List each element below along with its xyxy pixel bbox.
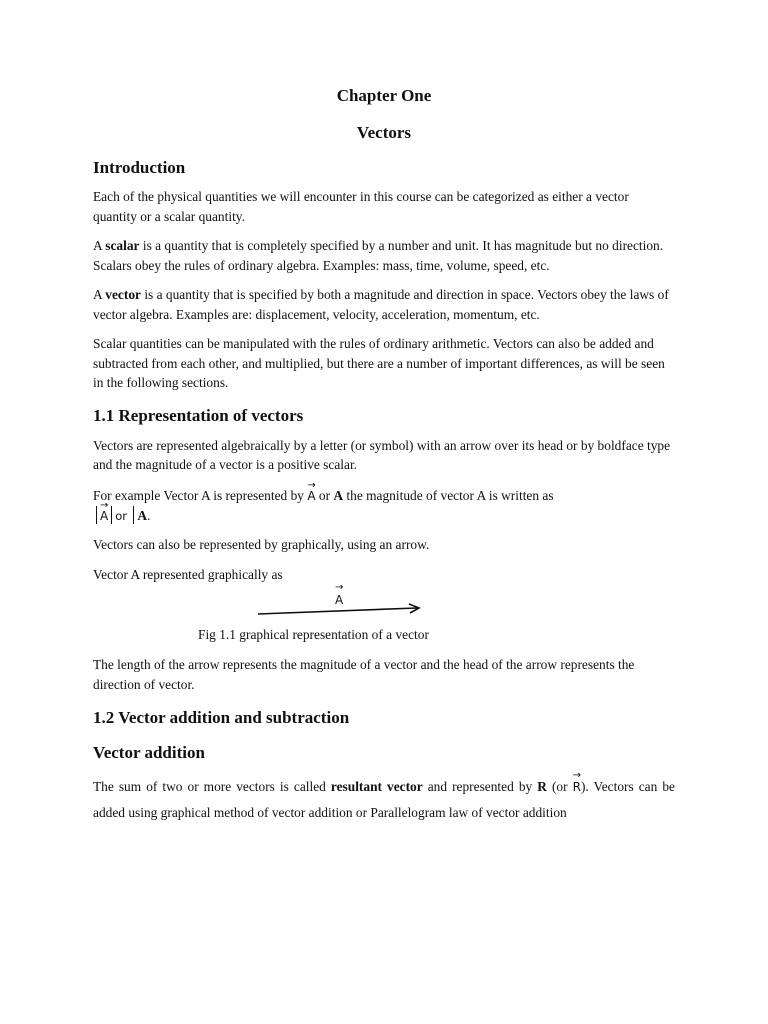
text-span: (or <box>546 779 573 794</box>
text-span: and represented by <box>422 779 538 794</box>
section-1-1-paragraph-2 <box>93 486 675 527</box>
text-span: is a quantity that is completely specified by a number and unit. It has magnitude but no direction. Scalars obey the rules of ordinary algebra. Examples: mass, time, volume, speed, etc. <box>93 238 664 273</box>
figure-vector-label: → A <box>335 593 343 607</box>
bold-term-vector: vector <box>105 287 141 302</box>
bold-vector-r: R <box>537 779 547 794</box>
text-span: For example Vector A is represented by <box>93 487 308 503</box>
text-span: A <box>93 287 106 302</box>
section-1-1-paragraph-5: The length of the arrow represents the magnitude of a vector and the head of the arrow represents the direction of vector. <box>93 657 635 692</box>
document-page <box>93 86 675 826</box>
vector-figure <box>93 585 675 625</box>
bold-vector-a: A <box>333 487 344 503</box>
vector-a-magnitude-symbol: → A <box>100 507 108 527</box>
vector-arrow-icon <box>257 603 427 617</box>
text-span: or <box>315 487 334 503</box>
magnitude-bar <box>96 506 97 524</box>
section-1-1-paragraph-1: Vectors are represented algebraically by a letter (or symbol) with an arrow over its head or by boldface type and the magnitude of a vector is a positive scalar. <box>93 437 671 472</box>
magnitude-bar <box>111 506 112 524</box>
vector-addition-paragraph <box>93 774 675 826</box>
text-span: is a quantity that is specified by both a magnitude and direction in space. Vectors obey the laws of vector algebra. Examples are: displacement, velocity, acceleration, momentum, etc. <box>93 287 669 322</box>
text-span: Vectors can be added using graphical method of vector addition or Parallelogram law of vector addition <box>93 779 675 820</box>
section-1-2-heading: 1.2 Vector addition and subtraction <box>93 708 350 727</box>
magnitude-bar <box>133 506 134 524</box>
bold-term-scalar: scalar <box>105 238 140 253</box>
text-span: the magnitude of vector A is written as <box>343 487 554 503</box>
chapter-subtitle: Vectors <box>356 123 412 142</box>
text-span: The sum of two or more vectors is called <box>93 779 331 794</box>
section-1-1-heading: 1.1 Representation of vectors <box>93 405 304 425</box>
text-span: . <box>147 508 151 523</box>
intro-heading: Introduction <box>93 158 186 177</box>
section-1-1-paragraph-4: Vector A represented graphically as <box>93 567 283 582</box>
intro-paragraph-3 <box>93 285 675 324</box>
vector-r-symbol: → R <box>573 774 581 800</box>
text-span: ). <box>580 779 589 794</box>
intro-paragraph-1: Each of the physical quantities we will encounter in this course can be categorized as either a vector quantity or a scalar quantity. <box>93 189 629 224</box>
bold-term-resultant: resultant vector <box>330 779 423 794</box>
section-1-1-paragraph-3: Vectors can also be represented by graphically, using an arrow. <box>93 536 430 552</box>
vector-addition-heading: Vector addition <box>93 743 205 762</box>
figure-caption: Fig 1.1 graphical representation of a vector <box>198 626 429 642</box>
bold-vector-a-magnitude: A <box>137 508 148 523</box>
intro-paragraph-4: Scalar quantities can be manipulated with the rules of ordinary arithmetic. Vectors can also be added and subtracted from each other, and multiplied, but there are a number of important differences, as will be seen in the following sections. <box>93 336 665 390</box>
chapter-title: Chapter One <box>336 86 432 105</box>
text-span: A <box>93 238 106 253</box>
or-text: or <box>115 509 127 523</box>
vector-a-symbol: → A <box>307 487 315 507</box>
intro-paragraph-2 <box>93 236 675 275</box>
